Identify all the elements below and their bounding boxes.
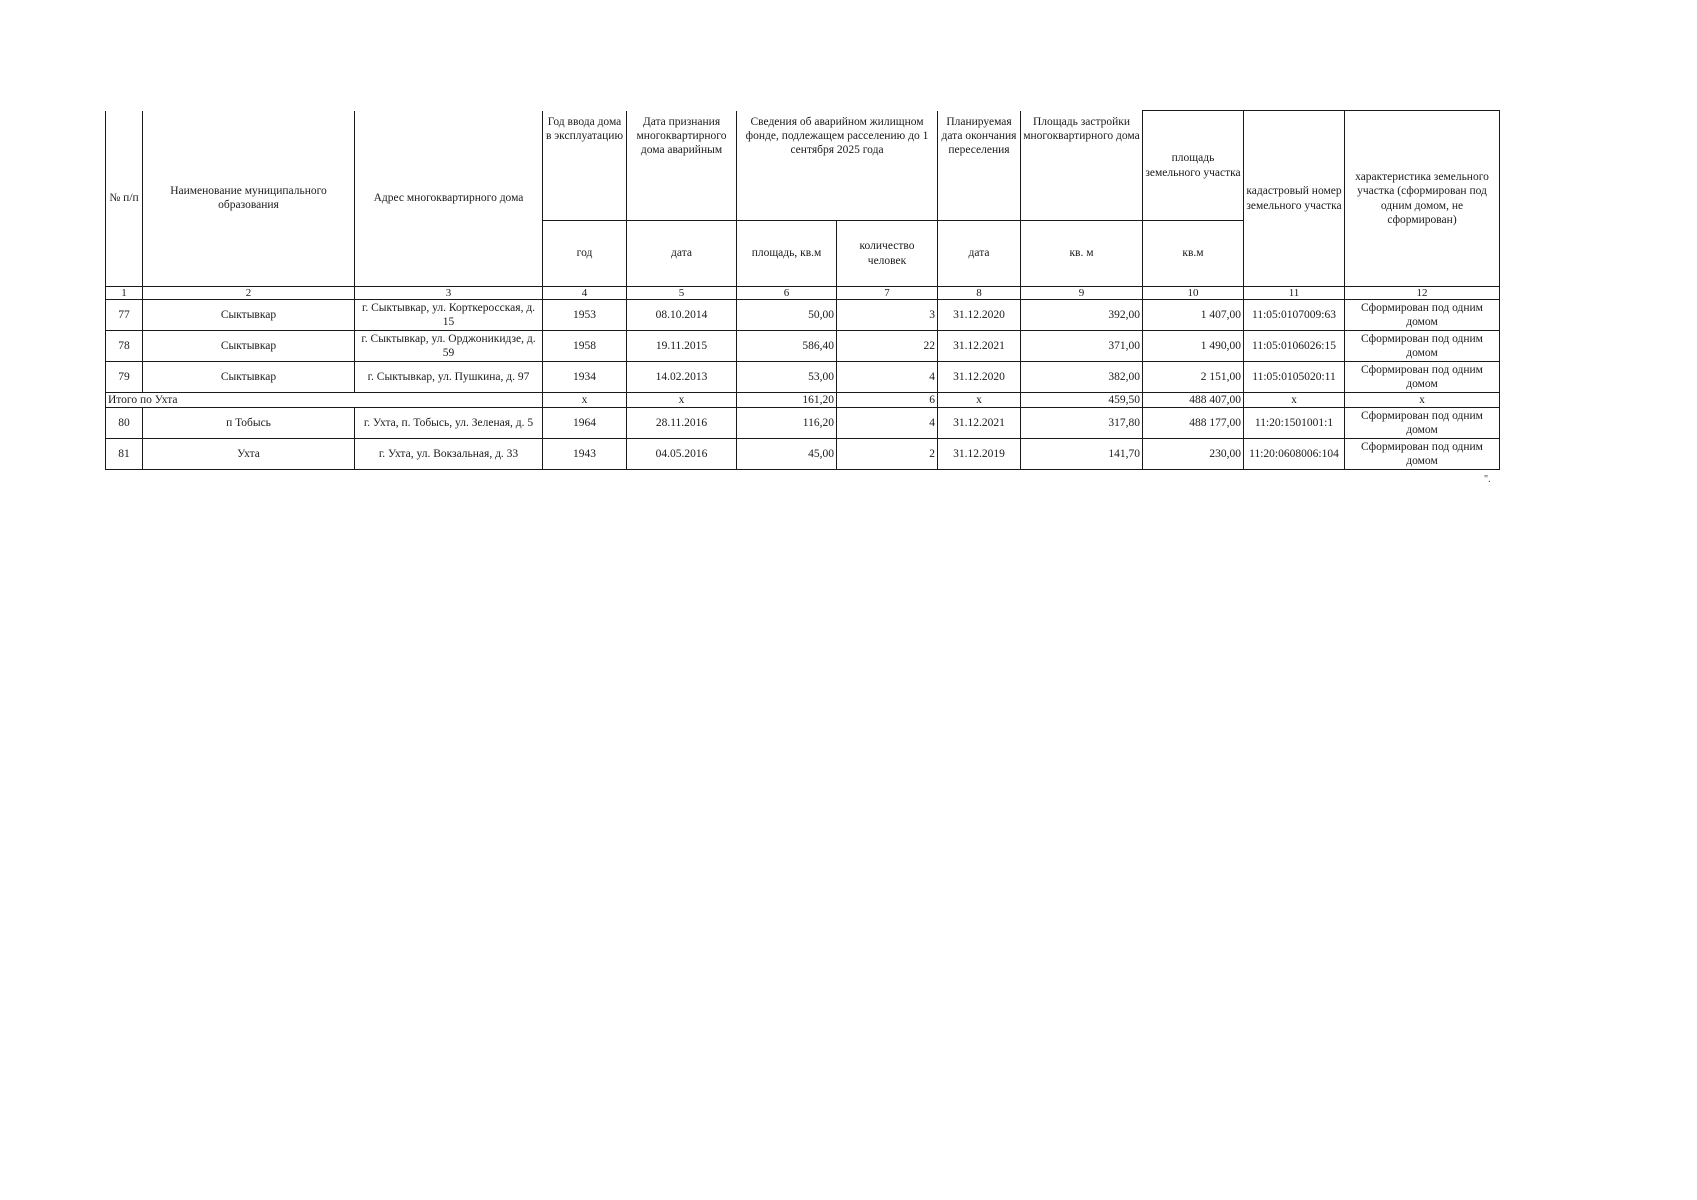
cell-num: 77 <box>106 300 143 331</box>
cell-cadastral: 11:05:0107009:63 <box>1244 300 1345 331</box>
cell-build-area: 392,00 <box>1021 300 1143 331</box>
cell-people: 4 <box>837 362 938 393</box>
column-index: 4 <box>543 287 627 300</box>
cell-land-area: 1 407,00 <box>1143 300 1244 331</box>
table-row <box>106 362 1500 393</box>
cell-year: 1958 <box>543 331 627 362</box>
cell-date: 04.05.2016 <box>627 439 737 470</box>
cell-date: 19.11.2015 <box>627 331 737 362</box>
subheader-planned-date: дата <box>938 221 1021 287</box>
subheader-land-sqm: кв.м <box>1143 221 1244 287</box>
cell-land-char: Сформирован под одним домом <box>1345 362 1500 393</box>
header-cadastral: кадастровый номер земельного участка <box>1244 111 1345 287</box>
subheader-year: год <box>543 221 627 287</box>
table-row <box>106 331 1500 362</box>
cell-date: 14.02.2013 <box>627 362 737 393</box>
cell-planned: 31.12.2021 <box>938 408 1021 439</box>
column-index: 9 <box>1021 287 1143 300</box>
total-label: Итого по Ухта <box>106 393 543 408</box>
cell-planned: 31.12.2021 <box>938 331 1021 362</box>
table-row <box>106 300 1500 331</box>
cell-cadastral: 11:20:0608006:104 <box>1244 439 1345 470</box>
cell-num: 81 <box>106 439 143 470</box>
column-index: 6 <box>737 287 837 300</box>
header-land-char: характеристика земельного участка (сформирован под одним домом, не сформирован) <box>1345 111 1500 287</box>
column-index: 5 <box>627 287 737 300</box>
housing-table <box>105 110 1500 470</box>
header-year-built: Год ввода дома в эксплуатацию <box>543 111 627 221</box>
header-num: № п/п <box>106 111 143 287</box>
cell-build-area: 371,00 <box>1021 331 1143 362</box>
table-row <box>106 439 1500 470</box>
total-planned: х <box>938 393 1021 408</box>
cell-land-char: Сформирован под одним домом <box>1345 331 1500 362</box>
cell-land-area: 230,00 <box>1143 439 1244 470</box>
header-build-area: Площадь застройки многоквартирного дома <box>1021 111 1143 221</box>
total-build-area: 459,50 <box>1021 393 1143 408</box>
cell-year: 1964 <box>543 408 627 439</box>
header-row <box>106 111 1500 221</box>
cell-year: 1943 <box>543 439 627 470</box>
cell-num: 79 <box>106 362 143 393</box>
header-land-area: площадь земельного участка <box>1143 111 1244 221</box>
total-year: х <box>543 393 627 408</box>
column-index: 1 <box>106 287 143 300</box>
cell-build-area: 317,80 <box>1021 408 1143 439</box>
cell-land-char: Сформирован под одним домом <box>1345 439 1500 470</box>
column-index: 3 <box>355 287 543 300</box>
subheader-people: количество человек <box>837 221 938 287</box>
column-index-row <box>106 287 1500 300</box>
cell-municipality: Сыктывкар <box>143 362 355 393</box>
cell-area: 116,20 <box>737 408 837 439</box>
cell-municipality: Сыктывкар <box>143 331 355 362</box>
column-index: 11 <box>1244 287 1345 300</box>
cell-planned: 31.12.2020 <box>938 362 1021 393</box>
total-date: х <box>627 393 737 408</box>
subheader-area: площадь, кв.м <box>737 221 837 287</box>
column-index: 8 <box>938 287 1021 300</box>
cell-area: 50,00 <box>737 300 837 331</box>
cell-planned: 31.12.2019 <box>938 439 1021 470</box>
header-date-emergency: Дата признания многоквартирного дома аварийным <box>627 111 737 221</box>
cell-land-char: Сформирован под одним домом <box>1345 300 1500 331</box>
cell-land-area: 2 151,00 <box>1143 362 1244 393</box>
total-land-char: х <box>1345 393 1500 408</box>
cell-municipality: Сыктывкар <box>143 300 355 331</box>
cell-land-area: 488 177,00 <box>1143 408 1244 439</box>
cell-date: 28.11.2016 <box>627 408 737 439</box>
table-row <box>106 408 1500 439</box>
cell-municipality: п Тобысь <box>143 408 355 439</box>
cell-people: 22 <box>837 331 938 362</box>
cell-cadastral: 11:05:0106026:15 <box>1244 331 1345 362</box>
total-people: 6 <box>837 393 938 408</box>
cell-address: г. Ухта, п. Тобысь, ул. Зеленая, д. 5 <box>355 408 543 439</box>
cell-year: 1934 <box>543 362 627 393</box>
total-area: 161,20 <box>737 393 837 408</box>
cell-land-char: Сформирован под одним домом <box>1345 408 1500 439</box>
cell-people: 2 <box>837 439 938 470</box>
cell-municipality: Ухта <box>143 439 355 470</box>
cell-build-area: 141,70 <box>1021 439 1143 470</box>
cell-people: 4 <box>837 408 938 439</box>
subheader-build-sqm: кв. м <box>1021 221 1143 287</box>
header-address: Адрес многоквартирного дома <box>355 111 543 287</box>
header-planned-date: Планируемая дата окончания переселения <box>938 111 1021 221</box>
header-emergency-info: Сведения об аварийном жилищном фонде, подлежащем расселению до 1 сентября 2025 года <box>737 111 938 221</box>
cell-address: г. Сыктывкар, ул. Орджоникидзе, д. 59 <box>355 331 543 362</box>
cell-year: 1953 <box>543 300 627 331</box>
cell-cadastral: 11:05:0105020:11 <box>1244 362 1345 393</box>
cell-people: 3 <box>837 300 938 331</box>
cell-area: 45,00 <box>737 439 837 470</box>
cell-date: 08.10.2014 <box>627 300 737 331</box>
column-index: 12 <box>1345 287 1500 300</box>
header-municipality: Наименование муниципального образования <box>143 111 355 287</box>
column-index: 10 <box>1143 287 1244 300</box>
cell-num: 80 <box>106 408 143 439</box>
total-row <box>106 393 1500 408</box>
closing-quote-mark: ". <box>1484 474 1491 485</box>
cell-address: г. Ухта, ул. Вокзальная, д. 33 <box>355 439 543 470</box>
cell-land-area: 1 490,00 <box>1143 331 1244 362</box>
cell-address: г. Сыктывкар, ул. Корткеросская, д. 15 <box>355 300 543 331</box>
column-index: 7 <box>837 287 938 300</box>
cell-num: 78 <box>106 331 143 362</box>
cell-area: 586,40 <box>737 331 837 362</box>
cell-planned: 31.12.2020 <box>938 300 1021 331</box>
cell-address: г. Сыктывкар, ул. Пушкина, д. 97 <box>355 362 543 393</box>
total-land-area: 488 407,00 <box>1143 393 1244 408</box>
column-index: 2 <box>143 287 355 300</box>
total-cadastral: х <box>1244 393 1345 408</box>
subheader-date: дата <box>627 221 737 287</box>
cell-area: 53,00 <box>737 362 837 393</box>
cell-build-area: 382,00 <box>1021 362 1143 393</box>
cell-cadastral: 11:20:1501001:1 <box>1244 408 1345 439</box>
